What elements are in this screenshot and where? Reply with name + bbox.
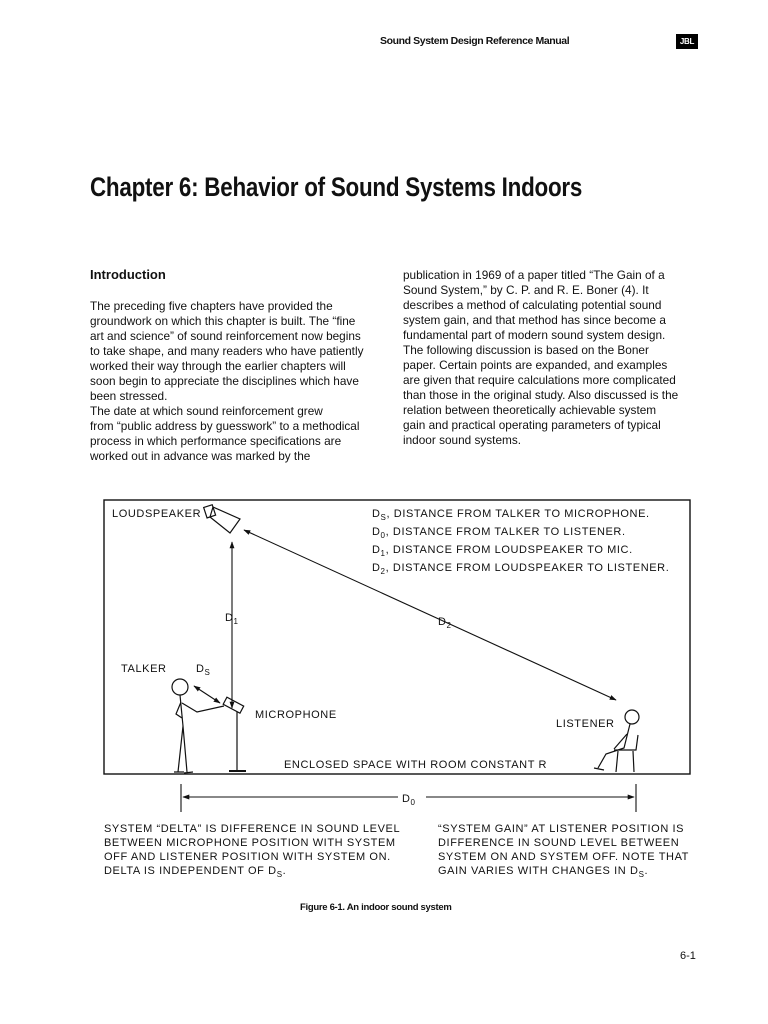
label-d2: $D_2$ xyxy=(438,616,452,630)
text-line: describes a method of calculating potential sound xyxy=(403,298,662,312)
text-line: than those in the original study. Also discussed is the xyxy=(403,388,679,402)
chapter-title: Chapter 6: Behavior of Sound Systems Indoors xyxy=(90,172,583,202)
note-right-line: “SYSTEM GAIN” AT LISTENER POSITION IS xyxy=(438,823,685,835)
text-line: indoor sound systems. xyxy=(403,433,522,447)
label-talker: TALKER xyxy=(121,663,167,675)
text-line: paper. Certain points are expanded, and examples xyxy=(403,358,668,372)
jbl-logo: JBL xyxy=(676,34,698,49)
label-microphone: MICROPHONE xyxy=(255,709,337,721)
note-left-line: OFF AND LISTENER POSITION WITH SYSTEM ON. xyxy=(104,851,391,863)
text-line: Sound System,” by C. P. and R. E. Boner (4). It xyxy=(403,283,649,297)
text-line: to take shape, and many readers who have patiently xyxy=(90,344,364,358)
text-line: system gain, and that method has since become a xyxy=(403,313,666,327)
room-boundary xyxy=(104,500,690,774)
section-heading-introduction: Introduction xyxy=(90,267,166,282)
text-line: fundamental part of modern sound system design. xyxy=(403,328,666,342)
label-listener: LISTENER xyxy=(556,718,615,730)
manual-title: Sound System Design Reference Manual xyxy=(380,35,570,47)
legend-d1: $D_1$, DISTANCE FROM LOUDSPEAKER TO MIC. xyxy=(372,544,633,558)
ds-arrow-line xyxy=(194,686,220,703)
text-line: from “public address by guesswork” to a methodical xyxy=(90,419,360,433)
text-line: soon begin to appreciate the disciplines which have xyxy=(90,374,359,388)
figure-caption: Figure 6-1. An indoor sound system xyxy=(300,902,452,913)
label-loudspeaker: LOUDSPEAKER xyxy=(112,508,202,520)
text-line: process in which performance specifications are xyxy=(90,434,342,448)
text-line: been stressed. xyxy=(90,389,168,403)
note-left-line: DELTA IS INDEPENDENT OF $D_S$. xyxy=(104,865,287,879)
text-line: worked out in advance was marked by the xyxy=(90,449,311,463)
text-line: publication in 1969 of a paper titled “The Gain of a xyxy=(403,268,665,282)
legend-d0: $D_0$, DISTANCE FROM TALKER TO LISTENER. xyxy=(372,526,626,540)
note-left-line: BETWEEN MICROPHONE POSITION WITH SYSTEM xyxy=(104,837,396,849)
text-line: The date at which sound reinforcement grew xyxy=(90,404,323,418)
label-d1: $D_1$ xyxy=(225,612,239,626)
legend-d2: $D_2$, DISTANCE FROM LOUDSPEAKER TO LISTENER. xyxy=(372,562,670,576)
text-line: groundwork on which this chapter is built. The “fine xyxy=(90,314,356,328)
text-line: worked their way through the earlier chapters will xyxy=(90,359,346,373)
text-line: The following discussion is based on the Boner xyxy=(403,343,649,357)
microphone-icon xyxy=(223,697,246,771)
talker-figure-icon xyxy=(172,679,224,773)
note-left-line: SYSTEM “DELTA” IS DIFFERENCE IN SOUND LEVEL xyxy=(104,823,401,835)
text-line: The preceding five chapters have provided the xyxy=(90,299,333,313)
text-line: are given that require calculations more complicated xyxy=(403,373,676,387)
note-right-line: GAIN VARIES WITH CHANGES IN $D_S$. xyxy=(438,865,649,879)
label-ds: $D_S$ xyxy=(196,663,211,677)
text-line: relation between theoretically achievable system xyxy=(403,403,657,417)
label-enclosed-space: ENCLOSED SPACE WITH ROOM CONSTANT R xyxy=(284,759,548,771)
loudspeaker-icon xyxy=(204,505,240,533)
note-right-line: SYSTEM ON AND SYSTEM OFF. NOTE THAT xyxy=(438,851,690,863)
text-line: gain and practical operating parameters of typical xyxy=(403,418,661,432)
legend-ds: $D_S$, DISTANCE FROM TALKER TO MICROPHONE. xyxy=(372,508,650,522)
note-right-line: DIFFERENCE IN SOUND LEVEL BETWEEN xyxy=(438,837,680,849)
page-number: 6-1 xyxy=(680,950,696,962)
text-line: art and science” of sound reinforcement now begins xyxy=(90,329,361,343)
label-d0: $D_0$ xyxy=(402,793,416,807)
